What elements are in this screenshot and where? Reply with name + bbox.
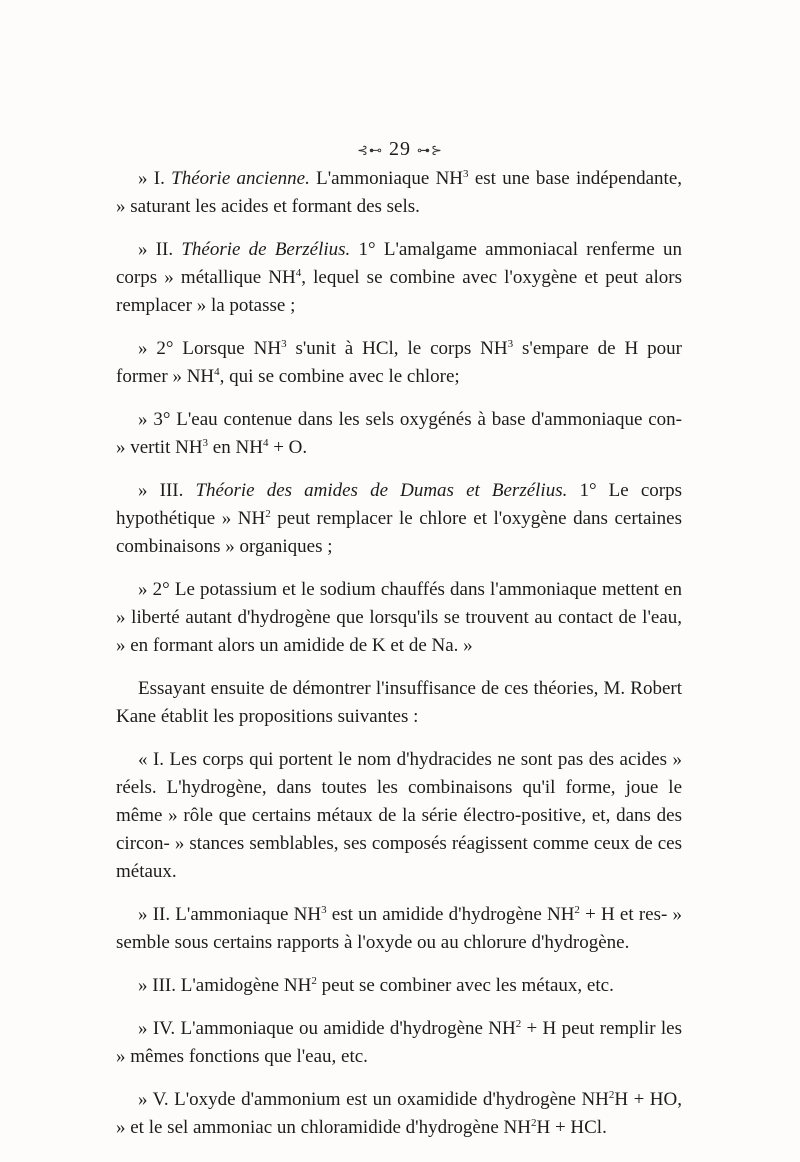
italic-text: Théorie des amides de Dumas et Berzélius. <box>195 480 568 501</box>
text-run: + O. <box>268 437 308 458</box>
text-run: s'empare de H pour former » NH <box>116 338 682 387</box>
text-run: + H et res- » semble sous certains rapports à l'oxyde ou au chlorure d'hydrogène. <box>116 904 683 953</box>
text-run: , qui se combine avec le chlore; <box>219 366 460 387</box>
text-run: H + HO, » et le sel ammoniac un chloramidide d'hydrogène NH <box>116 1089 682 1138</box>
superscript: 3 <box>463 168 469 180</box>
page-body <box>116 165 682 1157</box>
superscript: 2 <box>530 1117 537 1129</box>
page-number: 29 <box>389 138 411 160</box>
text-run: » IV. L'ammoniaque ou amidide d'hydrogène NH <box>138 1018 516 1039</box>
text-run: » II. <box>138 239 182 260</box>
text-run: , lequel se combine avec l'oxygène et peut alors remplacer » la potasse ; <box>116 267 682 316</box>
text-run: » II. L'ammoniaque NH <box>138 904 322 925</box>
superscript: 2 <box>311 975 317 987</box>
text-run: peut remplacer le chlore et l'oxygène dans certaines combinaisons » organiques ; <box>116 508 682 557</box>
ornament-right-icon: ⊶⊱ <box>417 142 443 158</box>
text-run: en NH <box>208 437 263 458</box>
text-run: » 2° Le potassium et le sodium chauffés dans l'ammoniaque mettent en » liberté autant d'hydrogène que lorsqu'ils se trouvent au contact de l'eau, » en formant alors un amidide de K et de Na. » <box>116 579 682 656</box>
paragraph-p3 <box>116 335 682 391</box>
italic-text: Théorie de Berzélius. <box>181 239 351 260</box>
text-run: H + HCl. <box>536 1117 607 1138</box>
text-run: » V. L'oxyde d'ammonium est un oxamidide d'hydrogène NH <box>138 1089 609 1110</box>
text-run: « I. Les corps qui portent le nom d'hydracides ne sont pas des acides » réels. L'hydrogène, dans toutes les combinaisons qu'il forme, joue le même » rôle que certains métaux de la série électro-positive, et, dans des circon- » stances semblables, ses composés réagissent comme ceux de ces métaux. <box>116 749 682 882</box>
superscript: 3 <box>202 437 209 449</box>
superscript: 2 <box>515 1018 522 1030</box>
superscript: 2 <box>608 1089 615 1101</box>
paragraph-p4 <box>116 406 682 462</box>
text-run: » 2° Lorsque NH <box>138 338 282 359</box>
text-run: s'unit à HCl, le corps NH <box>286 338 508 359</box>
superscript: 2 <box>265 508 271 520</box>
paragraph-p7 <box>116 675 682 731</box>
text-run: L'ammoniaque NH <box>309 168 464 189</box>
superscript: 4 <box>295 267 302 279</box>
text-run: + H peut remplir les » mêmes fonctions que l'eau, etc. <box>116 1018 682 1067</box>
superscript: 3 <box>321 904 327 916</box>
paragraph-p9 <box>116 901 682 957</box>
paragraph-p1 <box>116 165 682 221</box>
italic-text: Théorie ancienne. <box>171 168 310 189</box>
text-run: est un amidide d'hydrogène NH <box>326 904 575 925</box>
paragraph-p8 <box>116 746 682 886</box>
paragraph-p6 <box>116 576 682 660</box>
superscript: 2 <box>574 904 580 916</box>
text-run: » I. <box>138 168 172 189</box>
text-run: 1° L'amalgame ammoniacal renferme un corps » métallique NH <box>116 239 682 288</box>
text-run: Essayant ensuite de démontrer l'insuffisance de ces théories, M. Robert Kane établit les propositions suivantes : <box>116 678 682 727</box>
ornament-left-icon: ⊰⊷ <box>357 142 383 158</box>
text-run: 1° Le corps hypothétique » NH <box>116 480 682 529</box>
paragraph-p12 <box>116 1086 682 1142</box>
text-run: peut se combiner avec les métaux, etc. <box>316 975 614 996</box>
superscript: 3 <box>281 338 287 350</box>
superscript: 4 <box>262 437 269 449</box>
paragraph-p10 <box>116 972 682 1000</box>
paragraph-p11 <box>116 1015 682 1071</box>
superscript: 4 <box>214 366 220 378</box>
superscript: 3 <box>507 338 514 350</box>
paragraph-p2 <box>116 236 682 320</box>
page-header <box>0 138 800 161</box>
text-run: » 3° L'eau contenue dans les sels oxygénés à base d'ammoniaque con- » vertit NH <box>116 409 682 458</box>
paragraph-p5 <box>116 477 682 561</box>
text-run: » III. L'amidogène NH <box>138 975 312 996</box>
text-run: est une base indépendante, » saturant les acides et formant des sels. <box>116 168 682 217</box>
text-run: » III. <box>138 480 196 501</box>
